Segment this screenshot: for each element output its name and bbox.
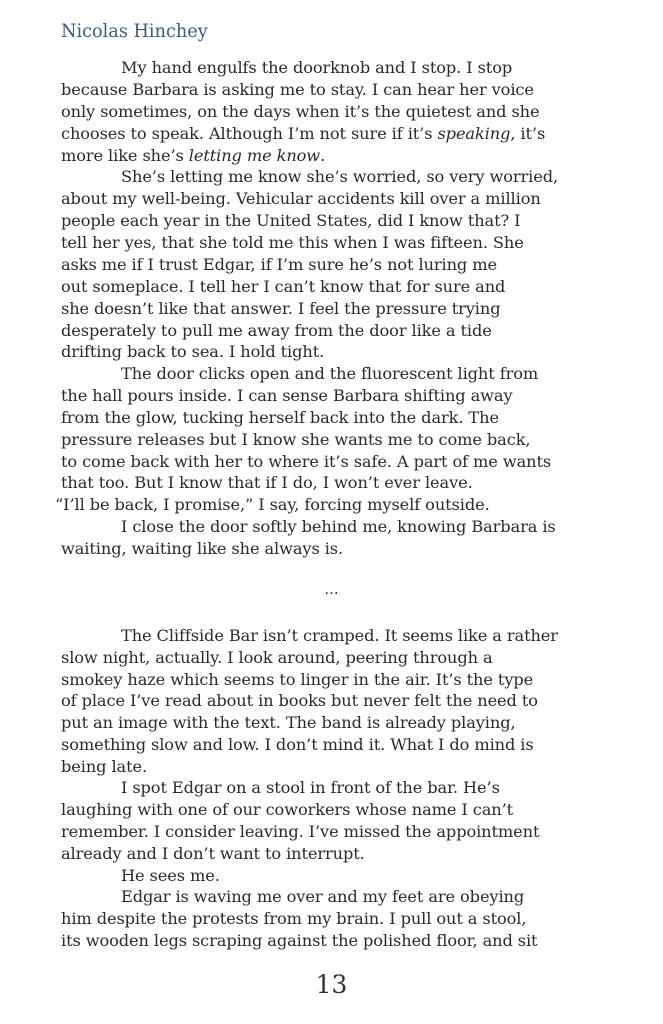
running-header-author: Nicolas Hinchey: [61, 20, 208, 42]
text-line: The door clicks open and the fluorescent light from: [121, 364, 539, 383]
text-line: to come back with her to where it’s safe. A part of me wants: [61, 452, 552, 471]
text-line: about my well-being. Vehicular accidents kill over a million: [61, 189, 541, 208]
text-line: [61, 123, 545, 145]
text-line: Edgar is waving me over and my feet are obeying: [121, 887, 525, 906]
emphasis: letting me know: [188, 146, 321, 165]
text-line: remember. I consider leaving. I’ve missed the appointment: [61, 822, 540, 841]
text-line: tell her yes, that she told me this when I was fifteen. She: [61, 233, 524, 252]
text-line: from the glow, tucking herself back into the dark. The: [61, 408, 499, 427]
scene-break: ...: [324, 580, 339, 598]
text-line: out someplace. I tell her I can’t know that for sure and: [61, 277, 506, 296]
text-line: already and I don’t want to interrupt.: [61, 844, 365, 863]
text-line: smokey haze which seems to linger in the air. It’s the type: [61, 670, 534, 689]
text-line: waiting, waiting like she always is.: [61, 539, 344, 558]
text-line: desperately to pull me away from the door like a tide: [61, 321, 492, 340]
text-span: more like she’s: [61, 146, 189, 165]
text-line: He sees me.: [121, 866, 220, 885]
text-line: that too. But I know that if I do, I won’t ever leave.: [61, 473, 473, 492]
text-line: she doesn’t like that answer. I feel the pressure trying: [61, 299, 501, 318]
text-line: only sometimes, on the days when it’s the quietest and she: [61, 102, 540, 121]
text-line: him despite the protests from my brain. I pull out a stool,: [61, 909, 527, 928]
text-line: laughing with one of our coworkers whose name I can’t: [61, 800, 514, 819]
text-line: because Barbara is asking me to stay. I can hear her voice: [61, 80, 534, 99]
emphasis: speaking: [437, 124, 511, 143]
text-line: The Cliffside Bar isn’t cramped. It seems like a rather: [121, 626, 558, 645]
text-line: She’s letting me know she’s worried, so very worried,: [121, 167, 559, 186]
text-line: its wooden legs scraping against the polished floor, and sit: [61, 931, 538, 950]
text-line: I spot Edgar on a stool in front of the bar. He’s: [121, 778, 500, 797]
text-span: , it’s: [510, 124, 546, 143]
text-line: put an image with the text. The band is already playing,: [61, 713, 516, 732]
text-line: “I’ll be back, I promise,” I say, forcing myself outside.: [55, 495, 490, 514]
text-line: something slow and low. I don’t mind it. What I do mind is: [61, 735, 534, 754]
text-line: drifting back to sea. I hold tight.: [61, 342, 325, 361]
text-line: of place I’ve read about in books but never felt the need to: [61, 691, 538, 710]
text-line: asks me if I trust Edgar, if I’m sure he’s not luring me: [61, 255, 497, 274]
text-line: being late.: [61, 757, 148, 776]
text-span: chooses to speak. Although I’m not sure if it’s: [61, 124, 438, 143]
text-line: people each year in the United States, did I know that? I: [61, 211, 521, 230]
text-line: [61, 145, 325, 167]
text-line: the hall pours inside. I can sense Barbara shifting away: [61, 386, 513, 405]
text-line: slow night, actually. I look around, peering through a: [61, 648, 493, 667]
text-line: I close the door softly behind me, knowing Barbara is: [121, 517, 556, 536]
text-line: pressure releases but I know she wants me to come back,: [61, 430, 531, 449]
text-span: .: [320, 146, 326, 165]
page-number: 13: [315, 970, 348, 999]
text-line: My hand engulfs the doorknob and I stop. I stop: [121, 58, 513, 77]
